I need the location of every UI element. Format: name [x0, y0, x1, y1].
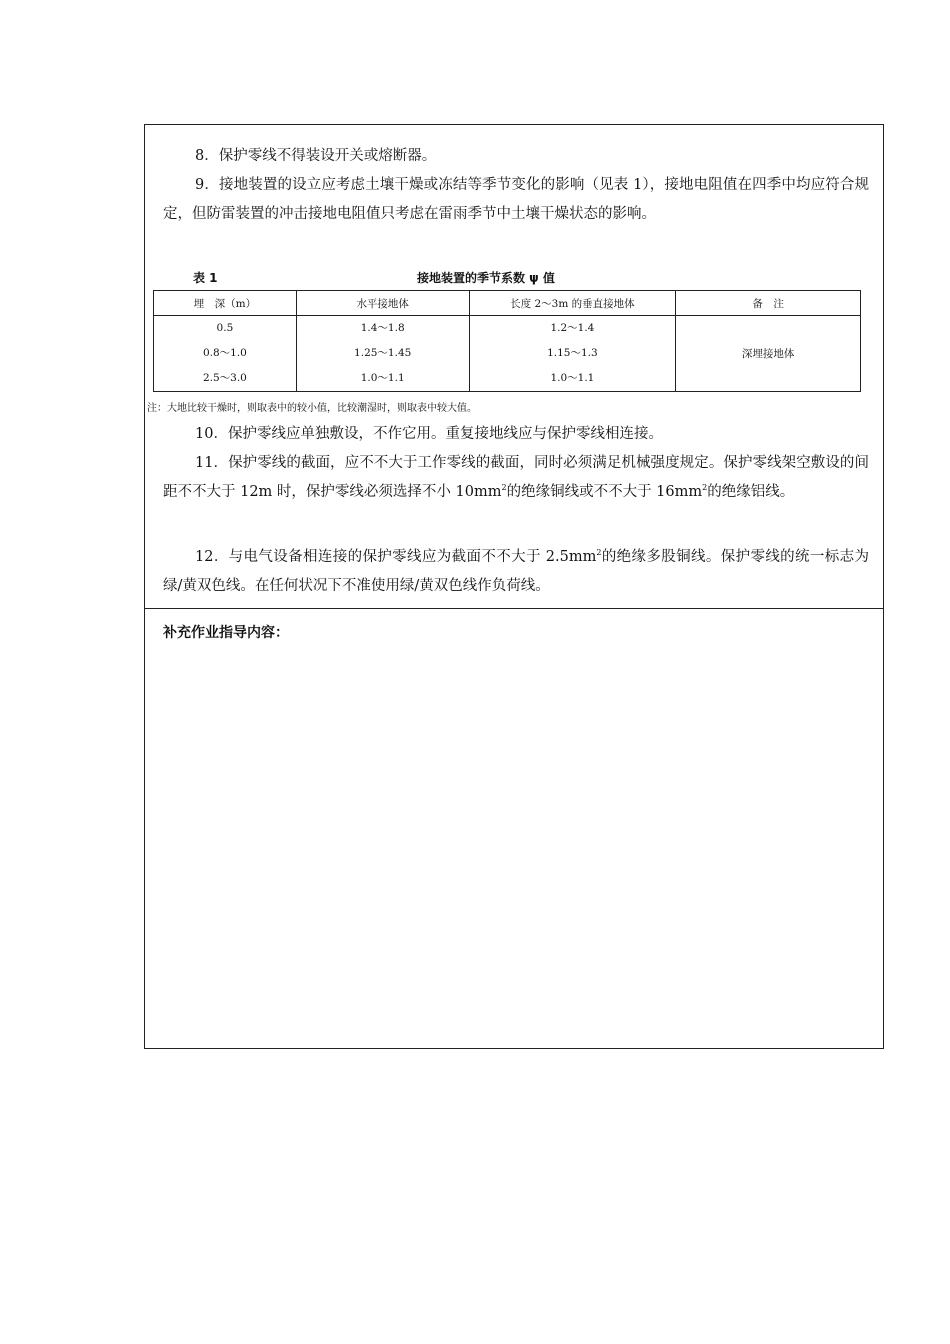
- horizontal-value: 1.4～1.8: [360, 322, 405, 334]
- p11-text-a: 11．保护零线的截面，应不不大于工作零线的截面，同时必须满足机械强度规定。保护零线架空敷设的间距不不大于 12m 时，保护零线必须选择不小 10mm: [163, 455, 869, 500]
- header-horizontal: 水平接地体: [296, 291, 469, 316]
- horizontal-value: 1.25～1.45: [354, 347, 412, 359]
- p11-superscript: 2: [501, 483, 507, 493]
- paragraph-11: [163, 449, 869, 507]
- p12-text-b: 的绝缘多股铜线。保护零线的统一标志为绿/黄双色线。在任何状况下不准使用绿/黄双色线作负荷线。: [163, 549, 870, 594]
- section-divider: [145, 608, 883, 609]
- header-depth: 埋 深（m）: [154, 291, 297, 316]
- table-title: 接地装置的季节系数 ψ 值: [417, 271, 555, 285]
- header-vertical: 长度 2～3m 的垂直接地体: [469, 291, 676, 316]
- p12-text-a: 12．与电气设备相连接的保护零线应为截面不不大于 2.5mm: [195, 549, 597, 565]
- table-number: 表 1: [193, 271, 218, 285]
- table-header-row: [154, 291, 861, 316]
- document-frame: [144, 124, 884, 1049]
- p11-text-c: 的绝缘铝线。: [707, 484, 795, 500]
- horizontal-cell: [296, 316, 469, 392]
- vertical-value: 1.2～1.4: [550, 322, 595, 334]
- depth-cell: [154, 316, 297, 392]
- p11-superscript: 2: [702, 483, 708, 493]
- remark-cell: 深埋接地体: [676, 316, 861, 392]
- table-note: 注：大地比较干燥时，则取表中的较小值，比较潮湿时，则取表中较大值。: [147, 403, 477, 414]
- vertical-cell: [469, 316, 676, 392]
- depth-value: 0.5: [216, 322, 234, 334]
- supplement-label: 补充作业指导内容：: [163, 625, 289, 641]
- table-row: [154, 316, 861, 392]
- horizontal-value: 1.0～1.1: [360, 372, 405, 384]
- p12-superscript: 2: [596, 548, 602, 558]
- depth-value: 2.5～3.0: [202, 372, 247, 384]
- depth-value: 0.8～1.0: [202, 347, 247, 359]
- vertical-value: 1.0～1.1: [550, 372, 595, 384]
- p11-text-b: 的绝缘铜线或不不大于 16mm: [506, 484, 703, 500]
- paragraph-9: 9．接地装置的设立应考虑土壤干燥或冻结等季节变化的影响（见表 1），接地电阻值在四季中均应符合规定，但防雷装置的冲击接地电阻值只考虑在雷雨季节中土壤干燥状态的影响。: [163, 177, 869, 222]
- table-caption: [153, 269, 869, 287]
- paragraph-8: 8．保护零线不得装设开关或熔断器。: [195, 148, 437, 164]
- paragraph-12: [163, 543, 869, 601]
- vertical-value: 1.15～1.3: [547, 347, 598, 359]
- header-remark: 备 注: [676, 291, 861, 316]
- paragraph-10: 10．保护零线应单独敷设，不作它用。重复接地线应与保护零线相连接。: [195, 426, 663, 442]
- seasonal-coefficient-table: [153, 290, 861, 392]
